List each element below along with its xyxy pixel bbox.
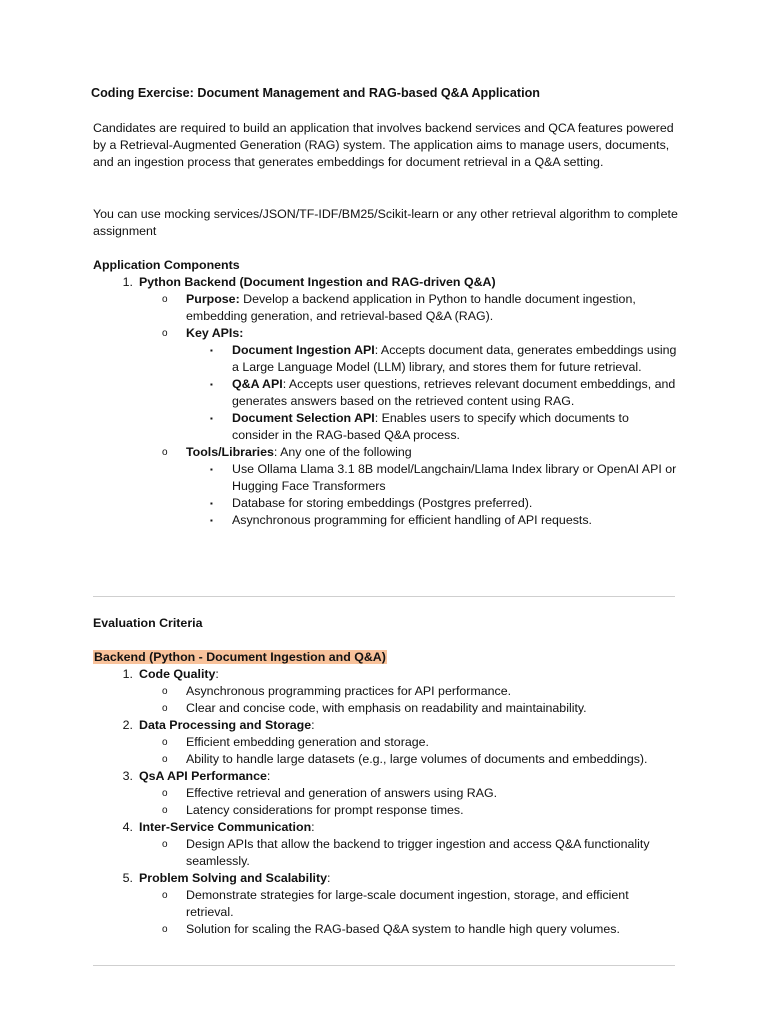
circle-bullet-icon: o [162,294,168,305]
api-desc: : Enables users to specify which documents to consider in the RAG-based Q&A process. [232,411,629,442]
api-name: Q&A API [232,377,283,391]
criterion-point [93,802,678,819]
circle-bullet-icon: o [162,924,168,935]
tool-text: Use Ollama Llama 3.1 8B model/Langchain/Llama Index library or OpenAI API or Hugging Face Transformers [232,462,677,493]
criterion-point-text: Ability to handle large datasets (e.g., large volumes of documents and embeddings). [186,752,648,766]
square-bullet-icon: ▪ [210,465,213,474]
purpose-text: Develop a backend application in Python to handle document ingestion, embedding generation, and retrieval-based Q&A (RAG). [186,292,636,323]
square-bullet-icon: ▪ [210,346,213,355]
criterion-title: Code Quality [139,667,216,681]
criterion-title: Problem Solving and Scalability [139,871,327,885]
key-apis-label: Key APIs: [186,326,244,340]
list-number: 3. [122,769,133,783]
criterion-item [93,768,678,785]
square-bullet-icon: ▪ [210,499,213,508]
tools-item [93,444,678,461]
purpose-label: Purpose: [186,292,240,306]
tool-item [93,512,678,529]
criterion-point [93,734,678,751]
api-item [93,342,678,376]
criterion-title: QsA API Performance [139,769,267,783]
backend-heading-highlight: Backend (Python - Document Ingestion and Q&A) [94,650,386,664]
api-item [93,376,678,410]
criterion-point [93,887,678,921]
circle-bullet-icon: o [162,839,168,850]
criteria-list [93,666,678,938]
criterion-point-text: Efficient embedding generation and storage. [186,735,429,749]
circle-bullet-icon: o [162,737,168,748]
api-name: Document Selection API [232,411,375,425]
circle-bullet-icon: o [162,703,168,714]
criterion-point-text: Latency considerations for prompt response times. [186,803,464,817]
criterion-point [93,921,678,938]
square-bullet-icon: ▪ [210,414,213,423]
circle-bullet-icon: o [162,447,168,458]
circle-bullet-icon: o [162,686,168,697]
list-number: 5. [122,871,133,885]
component-item [93,274,678,291]
criterion-title: Inter-Service Communication [139,820,312,834]
api-name: Document Ingestion API [232,343,375,357]
components-list [93,274,678,529]
tools-label: Tools/Libraries [186,445,274,459]
intro-paragraph: Candidates are required to build an application that involves backend services and QCA features powered by a Retrieval-Augmented Generation (RAG) system. The application aims to manage users, documents, and an ingestion process that generates embeddings for document retrieval in a Q&A setting. [93,121,674,169]
section-divider [93,596,675,597]
api-desc: : Accepts document data, generates embeddings using a Large Language Model (LLM) library, and stores them for future retrieval. [232,343,677,374]
list-number: 1. [122,275,133,289]
square-bullet-icon: ▪ [210,516,213,525]
retrieval-note-paragraph: You can use mocking services/JSON/TF-IDF/BM25/Scikit-learn or any other retrieval algorithm to complete assignment [93,207,678,238]
criterion-title: Data Processing and Storage [139,718,312,732]
tool-text: Asynchronous programming for efficient handling of API requests. [232,513,592,527]
section-divider [93,965,675,966]
tools-text: : Any one of the following [273,445,412,459]
list-number: 4. [122,820,133,834]
key-apis-item [93,325,678,342]
criterion-colon: : [326,871,331,885]
tool-item [93,495,678,512]
evaluation-heading: Evaluation Criteria [93,616,203,630]
circle-bullet-icon: o [162,805,168,816]
criterion-item [93,666,678,683]
tool-text: Database for storing embeddings (Postgres preferred). [232,496,533,510]
criterion-point [93,785,678,802]
criterion-colon: : [215,667,219,681]
criterion-point-text: Demonstrate strategies for large-scale document ingestion, storage, and efficient retrieval. [186,888,629,919]
list-number: 2. [122,718,133,732]
criterion-point [93,836,678,870]
api-item [93,410,678,444]
criterion-point-text: Solution for scaling the RAG-based Q&A system to handle high query volumes. [186,922,620,936]
square-bullet-icon: ▪ [210,380,213,389]
criterion-colon: : [311,820,315,834]
criterion-point-text: Asynchronous programming practices for API performance. [186,684,512,698]
circle-bullet-icon: o [162,754,168,765]
criterion-colon: : [266,769,271,783]
list-number: 1. [122,667,133,681]
criterion-point [93,751,678,768]
components-heading: Application Components [93,258,240,272]
criterion-item [93,717,678,734]
criterion-point-text: Design APIs that allow the backend to trigger ingestion and access Q&A functionality seamlessly. [186,837,650,868]
criterion-point [93,683,678,700]
circle-bullet-icon: o [162,788,168,799]
tool-item [93,461,678,495]
api-desc: : Accepts user questions, retrieves relevant document embeddings, and generates answers based on the retrieved content using RAG. [232,377,676,408]
criterion-item [93,819,678,836]
criterion-colon: : [311,718,315,732]
criterion-point [93,700,678,717]
circle-bullet-icon: o [162,328,168,339]
criterion-point-text: Clear and concise code, with emphasis on readability and maintainability. [186,701,587,715]
circle-bullet-icon: o [162,890,168,901]
criterion-point-text: Effective retrieval and generation of answers using RAG. [186,786,498,800]
document-title: Coding Exercise: Document Management and RAG-based Q&A Application [91,86,541,100]
component-title: Python Backend (Document Ingestion and RAG-driven Q&A) [139,275,496,289]
criterion-item [93,870,678,887]
purpose-item [93,291,678,325]
backend-heading [93,649,387,666]
